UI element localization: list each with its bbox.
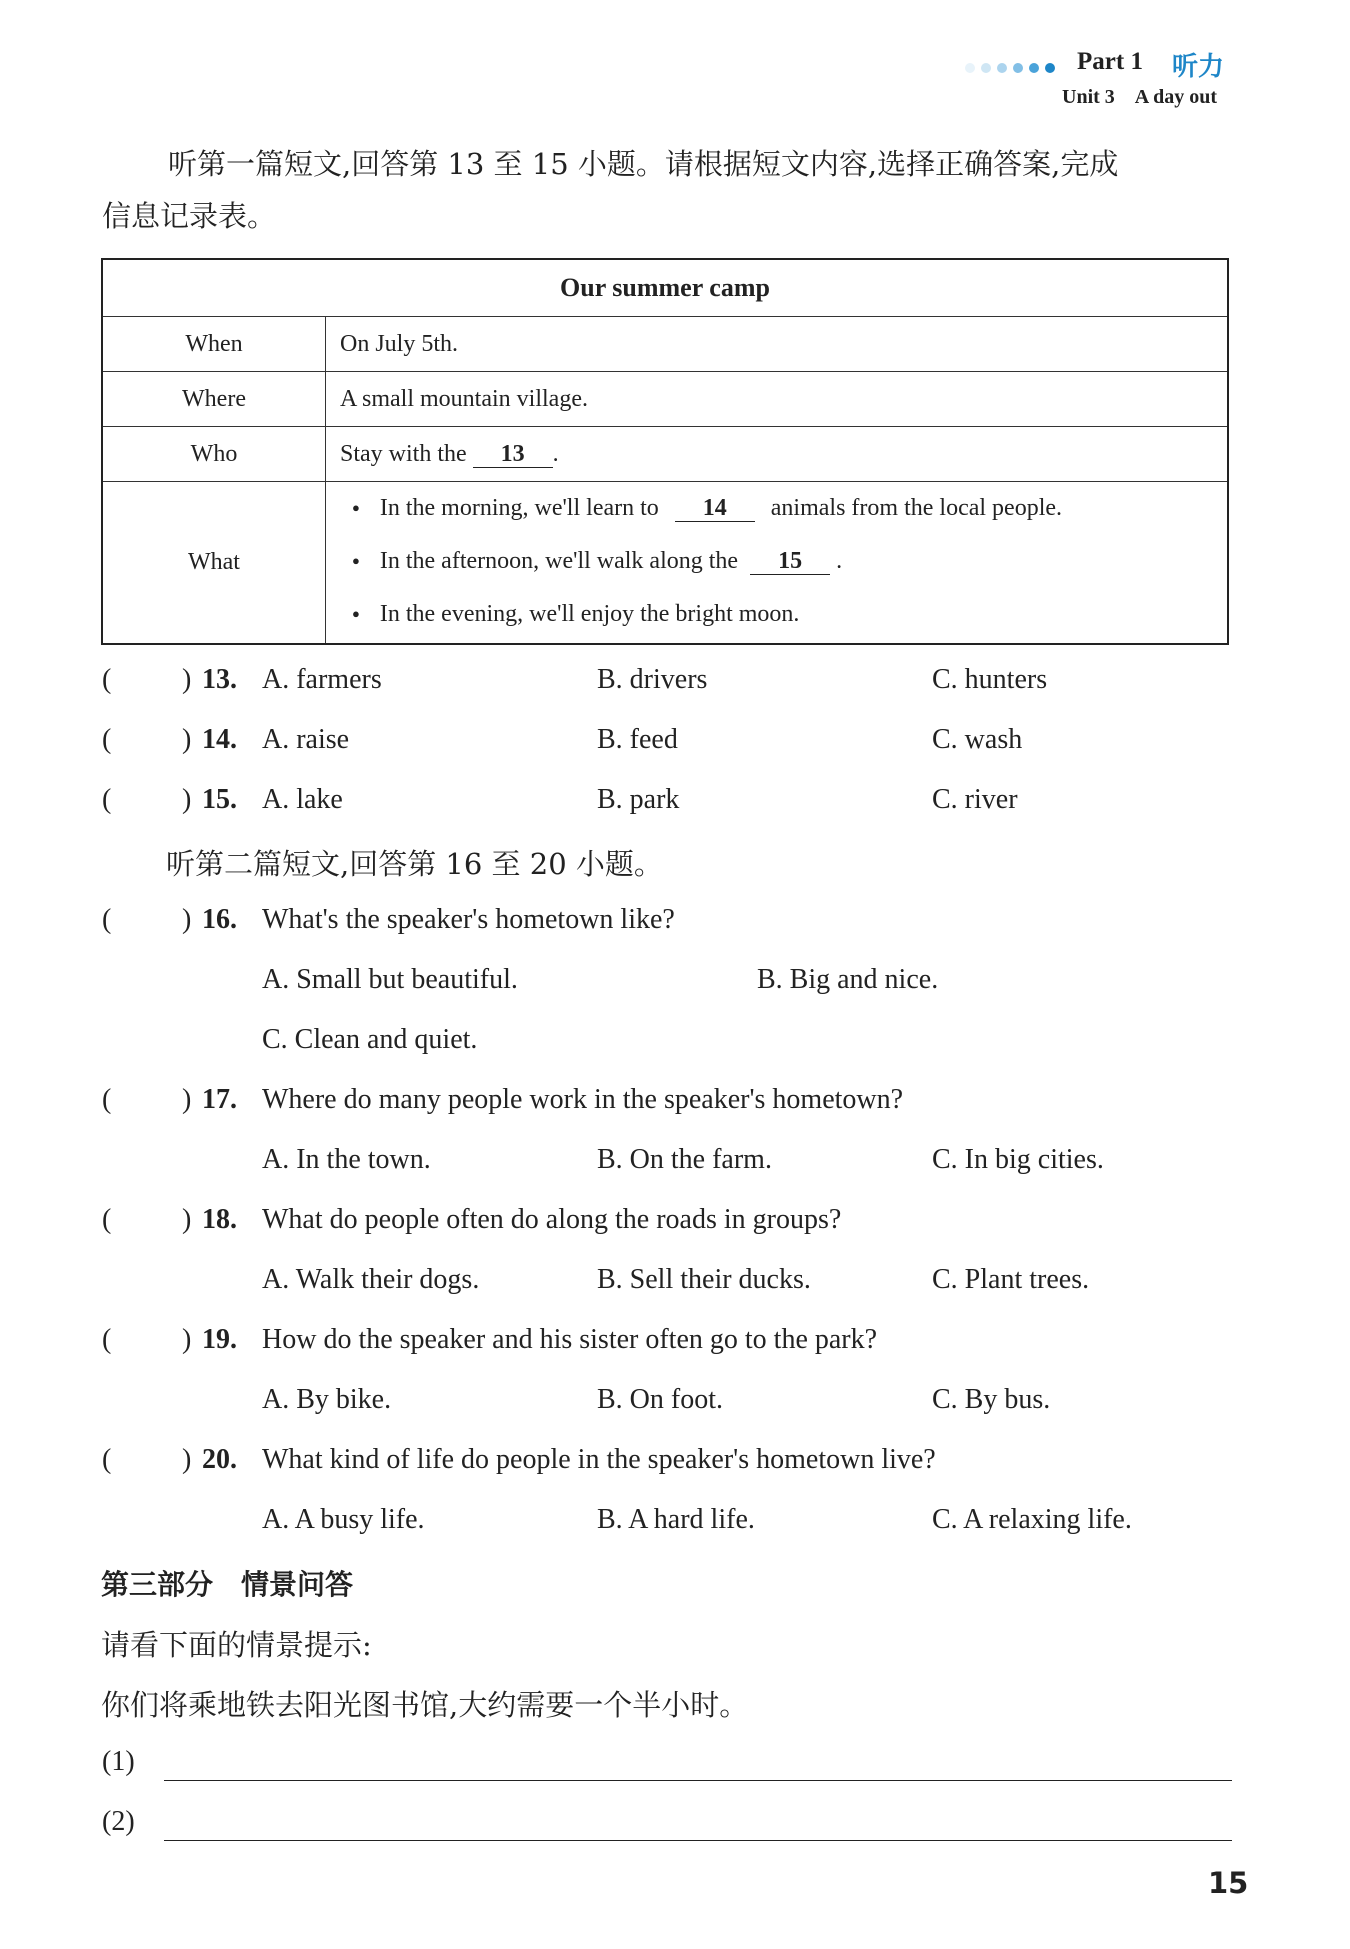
option-b[interactable]: B. drivers <box>597 664 708 695</box>
answer-blank-14[interactable]: 14 <box>675 495 755 522</box>
option-a[interactable]: A. Walk their dogs. <box>262 1264 480 1295</box>
answer-line-2 <box>102 1806 1232 1846</box>
table-row <box>102 317 1228 372</box>
option-c[interactable]: C. hunters <box>932 664 1048 695</box>
question-stem: How do the speaker and his sister often go to the park? <box>262 1324 878 1355</box>
option-c[interactable]: C. Clean and quiet. <box>262 1024 478 1055</box>
part-label: Part 1 <box>1077 48 1143 75</box>
option-b[interactable]: B. On the farm. <box>597 1144 772 1175</box>
question-20 <box>102 1444 1232 1484</box>
instruction-line: 听第一篇短文,回答第 13 至 15 小题。请根据短文内容,选择正确答案,完成 <box>168 147 1119 181</box>
option-c[interactable]: C. In big cities. <box>932 1144 1104 1175</box>
answer-paren-open[interactable]: ( <box>102 1204 112 1235</box>
row-content <box>326 427 1229 482</box>
option-b[interactable]: B. On foot. <box>597 1384 723 1415</box>
question-number: 13. <box>202 664 237 695</box>
option-c[interactable]: C. wash <box>932 724 1023 755</box>
options-row <box>262 1144 1262 1184</box>
answer-paren-close: ) <box>182 664 192 695</box>
question-13 <box>102 664 1232 704</box>
text: In the evening, we'll enjoy the bright moon. <box>379 601 800 627</box>
bullet-item <box>340 589 1226 642</box>
question-16 <box>102 904 1232 944</box>
text: animals from the local people. <box>770 495 1063 521</box>
answer-paren-open[interactable]: ( <box>102 784 112 815</box>
text: . <box>836 548 843 574</box>
question-number: 19. <box>202 1324 237 1355</box>
option-b[interactable]: B. Big and nice. <box>757 964 939 995</box>
row-content <box>326 482 1229 645</box>
question-14 <box>102 724 1232 764</box>
question-number: 18. <box>202 1204 237 1235</box>
question-17 <box>102 1084 1232 1124</box>
dot <box>997 63 1007 73</box>
answer-paren-close: ) <box>182 1084 192 1115</box>
unit-label <box>1062 86 1217 109</box>
answer-paren-close: ) <box>182 724 192 755</box>
answer-input-1[interactable] <box>164 1780 1232 1781</box>
passage2-instructions: 听第二篇短文,回答第 16 至 20 小题。 <box>166 847 663 881</box>
summer-camp-table <box>101 258 1229 645</box>
option-a[interactable]: A. farmers <box>262 664 382 695</box>
answer-input-2[interactable] <box>164 1840 1232 1841</box>
answer-blank-13[interactable]: 13 <box>473 441 553 468</box>
option-a[interactable]: A. In the town. <box>262 1144 431 1175</box>
option-a[interactable]: A. By bike. <box>262 1384 392 1415</box>
answer-paren-close: ) <box>182 1204 192 1235</box>
dot <box>1029 63 1039 73</box>
row-label: Where <box>102 372 326 427</box>
instruction-line: 信息记录表。 <box>102 199 277 233</box>
question-number: 15. <box>202 784 237 815</box>
question-19 <box>102 1324 1232 1364</box>
text: Stay with the <box>340 440 467 467</box>
header-decoration-dots <box>965 58 1061 77</box>
answer-paren-open[interactable]: ( <box>102 1444 112 1475</box>
row-label: When <box>102 317 326 372</box>
bullet-item <box>340 536 1226 589</box>
text: . <box>552 440 559 467</box>
options-row <box>262 1384 1262 1424</box>
answer-paren-close: ) <box>182 1324 192 1355</box>
option-b[interactable]: B. Sell their ducks. <box>597 1264 811 1295</box>
options-row <box>262 1024 1262 1064</box>
table-row <box>102 427 1228 482</box>
option-a[interactable]: A. raise <box>262 724 350 755</box>
section-label: 听力 <box>1172 52 1225 82</box>
answer-paren-open[interactable]: ( <box>102 1084 112 1115</box>
options-row <box>262 1264 1262 1304</box>
page-number: 15 <box>1208 1866 1249 1900</box>
question-stem: What kind of life do people in the speaker's hometown live? <box>262 1444 936 1475</box>
answer-label: (2) <box>102 1806 135 1837</box>
answer-label: (1) <box>102 1746 135 1777</box>
answer-paren-open[interactable]: ( <box>102 664 112 695</box>
passage1-instructions <box>102 138 1232 242</box>
part3-title: 第三部分 情景问答 <box>101 1568 354 1601</box>
dot <box>1045 63 1055 73</box>
row-content: A small mountain village. <box>326 372 1229 427</box>
question-stem: What's the speaker's hometown like? <box>262 904 675 935</box>
option-b[interactable]: B. feed <box>597 724 678 755</box>
table-row <box>102 482 1228 645</box>
dot <box>981 63 991 73</box>
answer-blank-15[interactable]: 15 <box>750 548 830 575</box>
question-15 <box>102 784 1232 824</box>
option-b[interactable]: B. A hard life. <box>597 1504 755 1535</box>
question-number: 16. <box>202 904 237 935</box>
text: In the morning, we'll learn to <box>379 495 659 521</box>
option-a[interactable]: A. A busy life. <box>262 1504 425 1535</box>
question-stem: Where do many people work in the speaker's hometown? <box>262 1084 904 1115</box>
unit-title: A day out <box>1134 86 1218 108</box>
question-number: 20. <box>202 1444 237 1475</box>
option-c[interactable]: C. Plant trees. <box>932 1264 1090 1295</box>
question-stem: What do people often do along the roads in groups? <box>262 1204 842 1235</box>
options-row <box>262 1504 1262 1544</box>
part3-scenario: 你们将乘地铁去阳光图书馆,大约需要一个半小时。 <box>101 1688 749 1722</box>
table-title: Our summer camp <box>102 259 1228 317</box>
question-18 <box>102 1204 1232 1244</box>
answer-paren-open[interactable]: ( <box>102 1324 112 1355</box>
unit-number: Unit 3 <box>1062 86 1115 108</box>
bullet-item <box>340 483 1226 536</box>
answer-paren-open[interactable]: ( <box>102 904 112 935</box>
options-row <box>262 964 1262 1004</box>
row-label: Who <box>102 427 326 482</box>
part3-prompt: 请看下面的情景提示: <box>101 1628 372 1662</box>
answer-line-1 <box>102 1746 1232 1786</box>
question-number: 14. <box>202 724 237 755</box>
option-c[interactable]: C. A relaxing life. <box>932 1504 1132 1535</box>
option-a[interactable]: A. lake <box>262 784 343 815</box>
answer-paren-open[interactable]: ( <box>102 724 112 755</box>
answer-paren-close: ) <box>182 904 192 935</box>
dot <box>965 63 975 73</box>
row-label: What <box>102 482 326 645</box>
text: In the afternoon, we'll walk along the <box>379 548 739 574</box>
option-a[interactable]: A. Small but beautiful. <box>262 964 518 995</box>
option-c[interactable]: C. By bus. <box>932 1384 1051 1415</box>
answer-paren-close: ) <box>182 1444 192 1475</box>
answer-paren-close: ) <box>182 784 192 815</box>
option-c[interactable]: C. river <box>932 784 1018 815</box>
option-b[interactable]: B. park <box>597 784 680 815</box>
question-number: 17. <box>202 1084 237 1115</box>
dot <box>1013 63 1023 73</box>
table-row <box>102 372 1228 427</box>
row-content: On July 5th. <box>326 317 1229 372</box>
